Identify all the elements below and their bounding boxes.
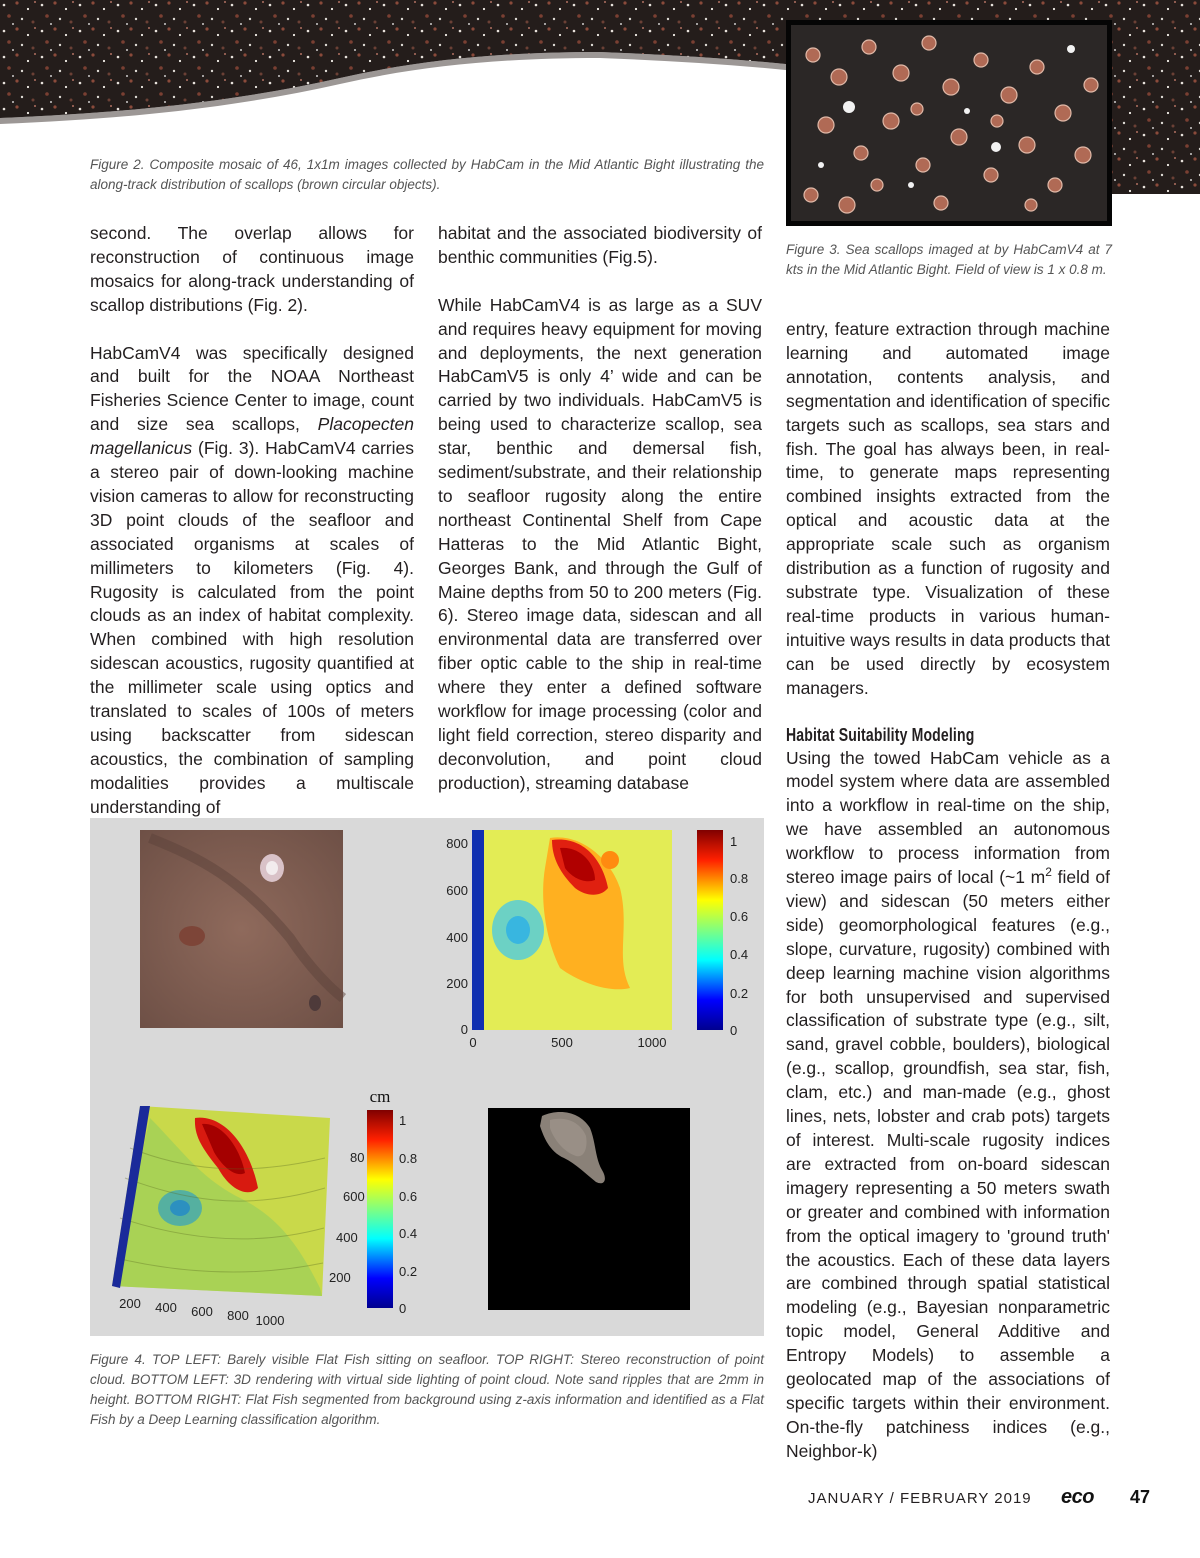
magazine-logo: eco [1061,1486,1094,1508]
heatmap-x-tick: 0 [469,1035,477,1050]
render3d-colorbar-tick: 1 [399,1113,407,1128]
figure2-caption: Figure 2. Composite mosaic of 46, 1x1m images collected by HabCam in the Mid Atlantic Bight illustrating the along-track distribution of scallops (brown circular objects). [90,157,764,192]
heatmap-colorbar-tick: 1 [730,834,738,849]
heatmap-x-tick: 500 [551,1035,573,1050]
heatmap-x-tick: 1000 [637,1035,667,1050]
heatmap-plot [472,830,672,1030]
render3d-colorbar-tick: 0 [399,1301,407,1316]
seafloor-photo [140,830,343,1028]
render3d-plot [112,1106,330,1296]
species-name: Placopecten magellanicus [90,414,414,459]
figure4-caption: Figure 4. TOP LEFT: Barely visible Flat Fish sitting on seafloor. TOP RIGHT: Stereo reconstruction of point cloud. BOTTOM LEFT: 3D rendering with virtual side lighting of point cloud. Note sand ripples that are 2mm in height. BOTTOM RIGHT: Flat Fish segmented from background using z-axis information and identified as a Flat Fish by a Deep Learning classification algorithm. [90,1352,764,1427]
heatmap-y-tick: 400 [446,930,468,945]
heatmap-y-tick: 600 [446,883,468,898]
column-3 [786,318,1110,1464]
render3d-x-tick: 800 [227,1308,249,1323]
page-footer [808,1488,1168,1512]
column1-paragraph-1: second. The overlap allows for reconstruction of continuous image mosaics for along-track understanding of scallop distributions (Fig. 2). [90,223,414,315]
render3d-y-tick: 200 [329,1270,351,1285]
render3d-colorbar-tick: 0.6 [399,1189,418,1204]
render3d-colorbar-tick: 0.2 [399,1264,418,1279]
heatmap-colorbar-tick: 0.4 [730,947,749,962]
segmented-fish-image [488,1108,690,1310]
heatmap-colorbar [697,830,748,1038]
column2-paragraph-2: While HabCamV4 is as large as a SUV and requires heavy equipment for moving and deployments, the next generation HabCamV5 is only 4’ wide and can be carried by two individuals. HabCamV5 is being used to characterize scallop, sea star, benthic and demersal fish, sediment/substrate, and their relationship to seafloor rugosity along the entire northeast Continental Shelf from Cape Hatteras to the Mid Atlantic Bight, Georges Bank, and through the Gulf of Maine depths from 50 to 200 meters (Fig. 6). Stereo image data, sidescan and all environmental data are transferred over fiber optic cable to the ship in real-time where they enter a defined software workflow for image processing (color and light field correction, stereo disparity and deconvolution, and point cloud production), streaming database [438,294,762,793]
column-1 [90,222,414,820]
column3-paragraph-1: entry, feature extraction through machine learning and automated image annotation, contents analysis, and segmentation and identification of specific targets such as scallops, sea stars and fish. The goal has always been, in real-time, to generate maps representing combined insights extracted from the optical and acoustic data at the appropriate scale such as organism distribution as a function of rugosity and substrate type. Visualization of these real-time products in various human-intuitive ways results in data products that can be used directly by ecosystem managers. [786,319,1110,698]
render3d-colorbar-tick: 0.4 [399,1226,418,1241]
render3d-y-tick: 600 [343,1189,365,1204]
render3d-colorbar [367,1087,417,1316]
render3d-x-tick: 400 [155,1300,177,1315]
issue-date: JANUARY / FEBRUARY 2019 [808,1490,1032,1507]
heatmap-colorbar-tick: 0.2 [730,986,749,1001]
column3-paragraph-2: Using the towed HabCam vehicle as a model system where data are assembled into a workflow in real-time on the ship, we have assembled an autonomous workflow to process information from stereo image pairs of local (~1 $m^2$ field of view) and sidescan (50 meters either side) geomorphological features (e.g., slope, curvature, rugosity) combined with deep learning machine vision algorithms for both unsupervised and supervised classification of substrate type (e.g., silt, sand, gravel cobble, boulders), biological (e.g., scallop, groundfish, sea star, fish, clam, etc.) and man-made (e.g., ghost lines, nets, lobster and crab pots) targets of interest. Multi-scale rugosity indices are extracted from on-board sidescan imagery representing a 50 meters swath or greater and combined with information from the optical imagery to 'ground truth' the acoustics. Each of these data layers are combined through spatial statistical modeling (e.g., Bayesian nonparametric topic model, General Additive and Entropy Models) to assemble a geolocated map of the associations of specific targets within their environment. On-the-fly patchiness indices (e.g., Neighbor-k) [786,747,1110,1461]
heatmap-y-tick: 0 [460,1022,468,1037]
render3d-x-tick: 600 [191,1304,213,1319]
heatmap-y-tick: 800 [446,836,468,851]
page-number: 47 [1130,1487,1151,1507]
heatmap-colorbar-tick: 0.8 [730,871,749,886]
heatmap-colorbar-tick: 0.6 [730,909,749,924]
render3d-x-tick: 200 [119,1296,141,1311]
column2-paragraph-1: habitat and the associated biodiversity of benthic communities (Fig.5). [438,223,762,267]
heatmap-colorbar-tick: 0 [730,1023,738,1038]
render3d-x-tick: 1000 [255,1313,285,1328]
heatmap-y-tick: 200 [446,976,468,991]
figure3-scallop-image [786,20,1112,226]
render3d-y-tick: 400 [336,1230,358,1245]
section-heading: Habitat Suitability Modeling [786,724,975,745]
column1-paragraph-2: HabCamV4 was specifically designed and built for the NOAA Northeast Fisheries Science Center to image, count and size sea scallops, Placopecten magellanicus (Fig. 3). HabCamV4 carries a stereo pair of down-looking machine vision cameras to allow for reconstructing 3D point clouds of the seafloor and associated organisms at scales of millimeters to kilometers (Fig. 4). Rugosity is calculated from the point clouds as an index of habitat complexity. When combined with high resolution sidescan acoustics, rugosity quantified at the millimeter scale using optics and translated to scales of 100s of meters using backscatter from sidescan acoustics, the combination of sampling modalities provides a multiscale understanding of [90,342,414,817]
render3d-y-tick: 80 [350,1150,365,1165]
column-2 [438,222,762,796]
render3d-unit-label: cm [369,1087,391,1106]
render3d-colorbar-tick: 0.8 [399,1151,418,1166]
figure4-panel [90,818,764,1336]
figure3-caption: Figure 3. Sea scallops imaged at by HabCamV4 at 7 kts in the Mid Atlantic Bight. Field of view is 1 x 0.8 m. [786,242,1112,277]
